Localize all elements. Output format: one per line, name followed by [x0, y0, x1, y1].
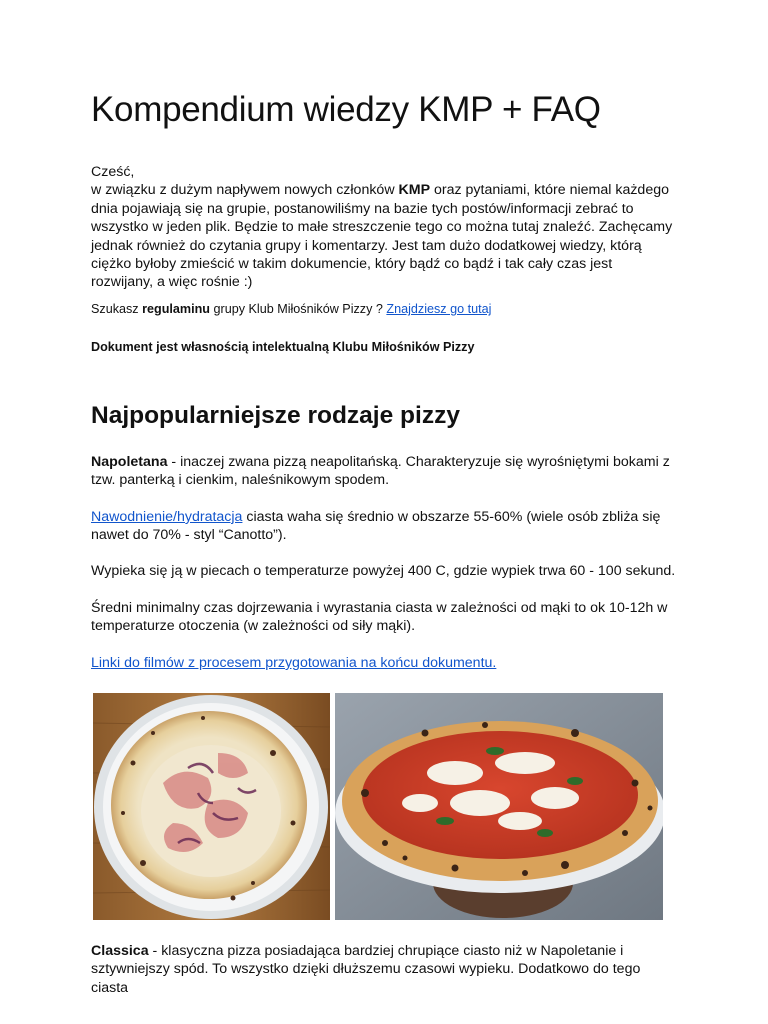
intro-text-start: w związku z dużym napływem nowych członków: [91, 182, 399, 199]
classica-desc: - klasyczna pizza posiadająca bardziej chrupiące ciasto niż w Napoletanie i sztywniejszy spód. To wszystko dzięki dłuższemu czasowi wypieku. Dodatkowo do tego ciasta: [91, 943, 641, 996]
rules-line: [91, 302, 491, 316]
baking-paragraph: Wypieka się ją w piecach o temperaturze powyżej 400 C, gdzie wypiek trwa 60 - 100 sekund.: [91, 563, 676, 579]
intro-bold-kmp: KMP: [398, 182, 431, 199]
rules-prefix: Szukasz: [91, 302, 143, 316]
hydration-link[interactable]: Nawodnienie/hydratacja: [91, 509, 243, 525]
videos-link[interactable]: Linki do filmów z procesem przygotowania na końcu dokumentu.: [91, 655, 497, 671]
pizza-photo-margherita: [335, 693, 663, 920]
intro-text-rest: oraz pytaniami, które niemal każdego dnia pojawiają się na grupie, postanowiliśmy na bazie tych postów/informacji zebrać to wszystko w jeden plik. Będzie to małe streszczenie tego co można tutaj znaleźć. Zachęcamy jednak również do czytania grupy i komentarzy. Jest tam dużo dodatkowej wiedzy, którą ciężko byłoby zmieścić w takim dokumencie, który bądź co bądź i tak cały czas jest rozwijany, a więc rośnie :): [91, 182, 673, 291]
classica-paragraph: [91, 942, 681, 997]
napoletana-name: Napoletana: [91, 454, 168, 470]
intro-paragraph: [91, 163, 676, 292]
rules-middle: grupy Klub Miłośników Pizzy ?: [210, 302, 387, 316]
ownership-note: Dokument jest własnością intelektualną Klubu Miłośników Pizzy: [91, 340, 475, 354]
rules-link[interactable]: Znajdziesz go tutaj: [386, 302, 492, 316]
hydration-paragraph: [91, 508, 681, 545]
fermentation-paragraph: Średni minimalny czas dojrzewania i wyrastania ciasta w zależności od mąki to ok 10-12h w temperaturze otoczenia (w zależności od siły mąki).: [91, 600, 668, 635]
pizza-photo-prosciutto: [93, 693, 330, 920]
napoletana-desc: - inaczej zwana pizzą neapolitańską. Charakteryzuje się wyrośniętymi bokami z tzw. panterką i cienkim, naleśnikowym spodem.: [91, 454, 670, 489]
intro-greeting: Cześć,: [91, 164, 135, 180]
section-heading: Najpopularniejsze rodzaje pizzy: [91, 402, 460, 429]
videos-paragraph: [91, 654, 681, 672]
rules-bold: regulaminu: [142, 302, 210, 316]
hydration-text: ciasta waha się średnio w obszarze 55-60% (wiele osób zbliża się nawet do 70% - styl “Canotto”).: [91, 509, 661, 544]
classica-name: Classica: [91, 943, 149, 959]
napoletana-paragraph: [91, 453, 681, 490]
document-title: Kompendium wiedzy KMP + FAQ: [91, 90, 601, 129]
